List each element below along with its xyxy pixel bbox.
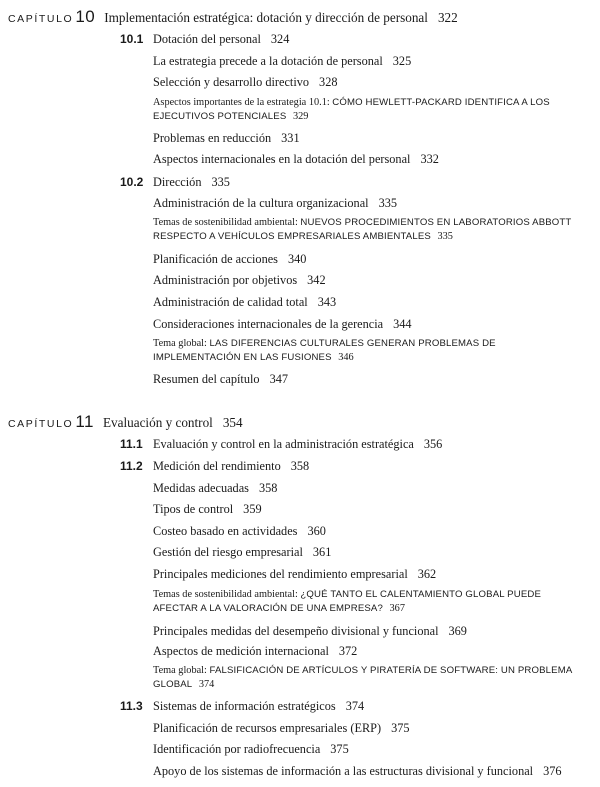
feature-prefix: Aspectos importantes de la estrategia 10.1: xyxy=(153,97,330,108)
page-number: 335 xyxy=(378,196,398,210)
section-number: 10.2 xyxy=(120,175,144,189)
toc-entry xyxy=(153,131,300,146)
section-title: Dotación del personal xyxy=(153,32,261,46)
entry-title: Administración de calidad total xyxy=(153,295,308,309)
page-number: 344 xyxy=(393,317,412,331)
toc-entry xyxy=(153,372,288,387)
feature-prefix: Temas de sostenibilidad ambiental: xyxy=(153,589,298,600)
toc-entry xyxy=(153,699,364,714)
page-number: 340 xyxy=(287,252,307,266)
entry-title: Problemas en reducción xyxy=(153,131,272,145)
page-number: 375 xyxy=(330,742,349,756)
page-number: 358 xyxy=(290,459,310,473)
toc-entry xyxy=(153,175,230,190)
page-number: 342 xyxy=(307,273,326,287)
entry-title: Planificación de recursos empresariales (ERP) xyxy=(153,721,382,735)
toc-entry xyxy=(153,567,436,582)
page-number: 375 xyxy=(391,721,410,735)
page-number: 335 xyxy=(211,175,230,189)
toc-entry xyxy=(153,54,411,69)
page-number: 367 xyxy=(389,602,405,614)
chapter-label: CAPÍTULO xyxy=(8,13,74,25)
page-number: 374 xyxy=(198,678,215,690)
page-number: 374 xyxy=(345,699,365,713)
page-number: 358 xyxy=(258,481,278,495)
toc-entry xyxy=(153,152,439,167)
section-number: 10.1 xyxy=(120,32,144,46)
chapter-number: 10 xyxy=(75,7,96,26)
toc-entry xyxy=(153,295,336,310)
toc-entry xyxy=(153,502,262,517)
entry-title: Aspectos internacionales en la dotación del personal xyxy=(153,152,411,166)
feature-title: LAS DIFERENCIAS CULTURALES GENERAN PROBLEMAS DE IMPLEMENTACIÓN EN LAS FUSIONES xyxy=(153,338,496,363)
toc-entry xyxy=(153,75,338,90)
entry-title: Resumen del capítulo xyxy=(153,372,260,386)
page-number: 322 xyxy=(437,10,458,25)
toc-entry xyxy=(153,459,309,474)
toc-entry xyxy=(153,644,357,659)
entry-title: Tipos de control xyxy=(153,502,234,516)
page-number: 335 xyxy=(437,230,453,242)
chapter-10-heading xyxy=(8,9,458,27)
page-number: 362 xyxy=(417,567,437,581)
page-number: 324 xyxy=(270,32,290,46)
entry-title: Selección y desarrollo directivo xyxy=(153,75,310,89)
toc-entry xyxy=(153,317,412,332)
toc-entry xyxy=(153,273,326,288)
entry-title: Aspectos de medición internacional xyxy=(153,644,329,658)
chapter-11-heading xyxy=(8,414,243,432)
page-number: 343 xyxy=(317,295,337,309)
toc-entry xyxy=(153,524,326,539)
section-title: Evaluación y control en la administración estratégica xyxy=(153,437,414,451)
toc-entry xyxy=(153,437,442,452)
entry-title: Consideraciones internacionales de la gerencia xyxy=(153,317,384,331)
page-number: 329 xyxy=(292,110,309,122)
toc-entry xyxy=(153,764,562,779)
page-number: 356 xyxy=(423,437,443,451)
toc-entry xyxy=(153,196,397,211)
toc-feature-box-entry xyxy=(153,664,583,691)
toc-entry xyxy=(153,252,306,267)
feature-prefix: Tema global: xyxy=(153,665,207,676)
section-title: Sistemas de información estratégicos xyxy=(153,699,336,713)
toc-feature-box-entry xyxy=(153,96,583,123)
toc-entry xyxy=(153,32,289,47)
section-number: 11.2 xyxy=(120,459,143,473)
entry-title: Administración de la cultura organizacional xyxy=(153,196,369,210)
toc-entry xyxy=(153,481,277,496)
page-number: 354 xyxy=(222,415,243,430)
chapter-label: CAPÍTULO xyxy=(8,418,74,430)
feature-title: FALSIFICACIÓN DE ARTÍCULOS Y PIRATERÍA DE SOFTWARE: UN PROBLEMA GLOBAL xyxy=(153,665,572,690)
page-number: 346 xyxy=(338,351,354,363)
toc-feature-box-entry xyxy=(153,588,583,615)
page-number: 347 xyxy=(269,372,289,386)
entry-title: Medidas adecuadas xyxy=(153,481,249,495)
section-title: Dirección xyxy=(153,175,202,189)
page-number: 325 xyxy=(392,54,412,68)
page-number: 361 xyxy=(312,545,332,559)
entry-title: Administración por objetivos xyxy=(153,273,298,287)
entry-title: La estrategia precede a la dotación de personal xyxy=(153,54,383,68)
feature-title: ¿QUÉ TANTO EL CALENTAMIENTO GLOBAL PUEDE AFECTAR A LA VALORACIÓN DE UNA EMPRESA? xyxy=(153,589,541,614)
page-number: 360 xyxy=(307,524,326,538)
page-number: 328 xyxy=(319,75,338,89)
toc-entry xyxy=(153,742,349,757)
page-number: 369 xyxy=(448,624,467,638)
section-number: 11.1 xyxy=(120,437,143,451)
entry-title: Apoyo de los sistemas de información a las estructuras divisional y funcional xyxy=(153,764,534,778)
entry-title: Costeo basado en actividades xyxy=(153,524,298,538)
entry-title: Identificación por radiofrecuencia xyxy=(153,742,321,756)
section-title: Medición del rendimiento xyxy=(153,459,281,473)
entry-title: Gestión del riesgo empresarial xyxy=(153,545,303,559)
toc-entry xyxy=(153,721,410,736)
toc-entry xyxy=(153,545,331,560)
chapter-number: 11 xyxy=(75,412,94,431)
feature-prefix: Tema global: xyxy=(153,338,207,349)
section-number: 11.3 xyxy=(120,699,143,713)
page-number: 372 xyxy=(338,644,358,658)
feature-title: CÓMO HEWLETT-PACKARD IDENTIFICA A LOS EJECUTIVOS POTENCIALES xyxy=(153,97,550,122)
toc-entry xyxy=(153,624,467,639)
feature-title: NUEVOS PROCEDIMIENTOS EN LABORATORIOS ABBOTT RESPECTO A VEHÍCULOS EMPRESARIALES AMBIENTALES xyxy=(153,217,572,242)
chapter-title: Implementación estratégica: dotación y dirección de personal xyxy=(104,10,428,25)
toc-feature-box-entry xyxy=(153,337,583,364)
chapter-title: Evaluación y control xyxy=(102,415,213,430)
entry-title: Planificación de acciones xyxy=(153,252,278,266)
feature-prefix: Temas de sostenibilidad ambiental: xyxy=(153,217,298,228)
page-number: 331 xyxy=(281,131,300,145)
entry-title: Principales mediciones del rendimiento empresarial xyxy=(153,567,408,581)
page-number: 332 xyxy=(420,152,439,166)
page-number: 376 xyxy=(543,764,562,778)
toc-feature-box-entry xyxy=(153,216,583,243)
entry-title: Principales medidas del desempeño divisional y funcional xyxy=(153,624,439,638)
page-number: 359 xyxy=(243,502,262,516)
